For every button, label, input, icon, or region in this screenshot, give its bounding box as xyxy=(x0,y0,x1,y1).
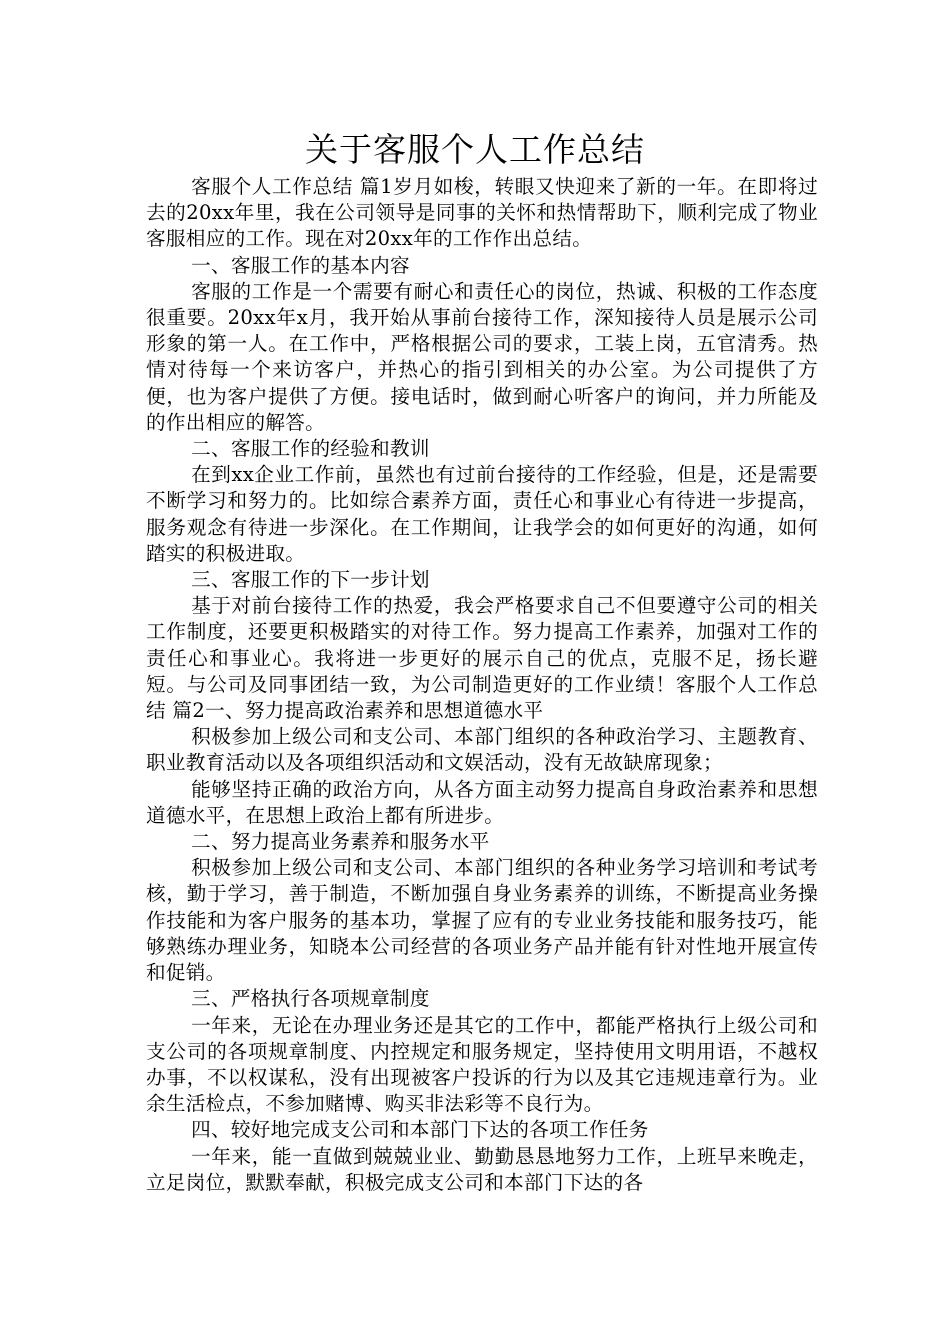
section-heading: 三、严格执行各项规章制度 xyxy=(191,987,430,1011)
document-body xyxy=(146,174,818,1196)
section-heading: 四、较好地完成支公司和本部门下达的各项工作任务 xyxy=(191,1118,649,1142)
paragraph: 基于对前台接待工作的热爱，我会严格要求自己不但要遵守公司的相关工作制度，还要更积极踏实的对待工作。努力提高工作素养，加强对工作的责任心和事业心。我将进一步更好的展示自己的优点，克服不足，扬长避短。与公司及同事团结一致，为公司制造更好的工作业绩！客服个人工作总结 篇2一、努力提高政治素养和思想道德水平 xyxy=(146,594,818,723)
paragraph: 能够坚持正确的政治方向，从各方面主动努力提高自身政治素养和思想道德水平，在思想上政治上都有所进步。 xyxy=(146,777,818,827)
section-heading: 二、努力提高业务素养和服务水平 xyxy=(191,830,490,854)
paragraph: 一年来，能一直做到兢兢业业、勤勤恳恳地努力工作，上班早来晚走，立足岗位，默默奉献，积极完成支公司和本部门下达的各 xyxy=(146,1144,818,1194)
section-heading: 三、客服工作的下一步计划 xyxy=(191,568,430,592)
document-title: 关于客服个人工作总结 xyxy=(305,130,645,169)
section-heading: 一、客服工作的基本内容 xyxy=(191,253,410,277)
paragraph: 积极参加上级公司和支公司、本部门组织的各种政治学习、主题教育、职业教育活动以及各项组织活动和文娱活动，没有无故缺席现象； xyxy=(146,725,818,775)
section-heading: 二、客服工作的经验和教训 xyxy=(191,437,430,461)
paragraph: 一年来，无论在办理业务还是其它的工作中，都能严格执行上级公司和支公司的各项规章制度、内控规定和服务规定，坚持使用文明用语，不越权办事，不以权谋私，没有出现被客户投诉的行为以及其它违规违章行为。业余生活检点，不参加赌博、购买非法彩等不良行为。 xyxy=(146,1013,818,1116)
paragraph: 在到xx企业工作前，虽然也有过前台接待的工作经验，但是，还是需要不断学习和努力的。比如综合素养方面，责任心和事业心有待进一步提高，服务观念有待进一步深化。在工作期间，让我学会的如何更好的沟通，如何踏实的积极进取。 xyxy=(146,463,818,565)
paragraph: 积极参加上级公司和支公司、本部门组织的各种业务学习培训和考试考核，勤于学习，善于制造，不断加强自身业务素养的训练，不断提高业务操作技能和为客户服务的基本功，掌握了应有的专业业务技能和服务技巧，能够熟练办理业务，知晓本公司经营的各项业务产品并能有针对性地开展宣传和促销。 xyxy=(146,856,818,985)
paragraph: 客服的工作是一个需要有耐心和责任心的岗位，热诚、积极的工作态度很重要。20xx年x月，我开始从事前台接待工作，深知接待人员是展示公司形象的第一人。在工作中，严格根据公司的要求，工装上岗，五官清秀。热情对待每一个来访客户，并热心的指引到相关的办公室。为公司提供了方便，也为客户提供了方便。接电话时，做到耐心听客户的询问，并力所能及的作出相应的解答。 xyxy=(146,279,818,434)
paragraph-intro: 客服个人工作总结 篇1岁月如梭，转眼又快迎来了新的一年。在即将过去的20xx年里，我在公司领导是同事的关怀和热情帮助下，顺利完成了物业客服相应的工作。现在对20xx年的工作作出总结。 xyxy=(146,175,819,251)
